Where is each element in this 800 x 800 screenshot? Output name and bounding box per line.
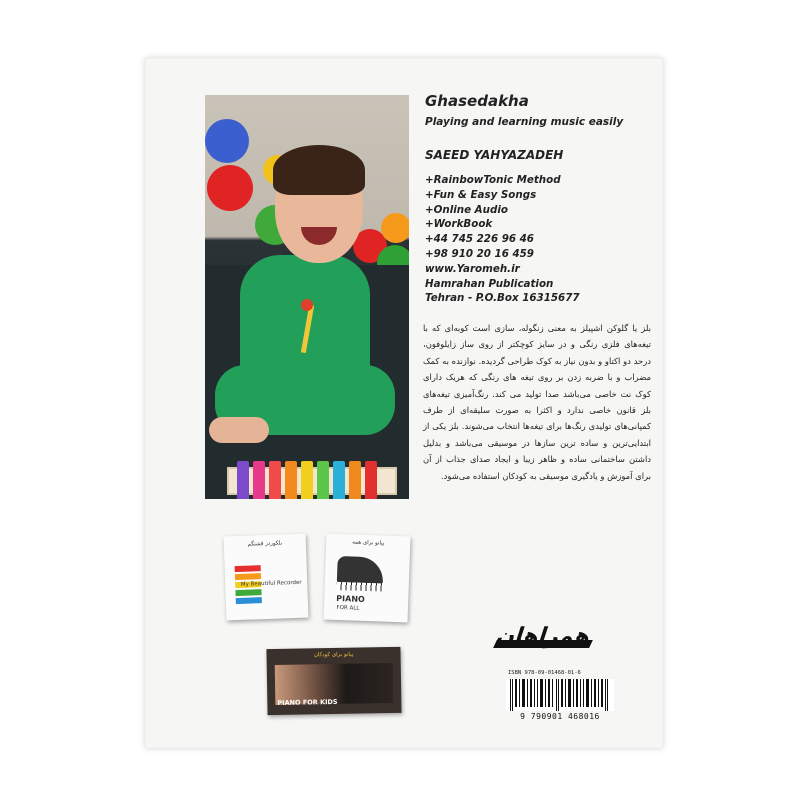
recorder-color-bars [235,565,263,616]
thumbnail-small-label: FOR ALL [336,604,360,612]
xylophone-bar [349,461,361,499]
thumbnail-piano-for-kids-book [266,647,401,715]
xylophone [227,467,397,495]
piano-icon [337,556,384,584]
book-subtitle: Playing and learning music easily [425,116,624,128]
barcode-icon [506,679,614,711]
xylophone-bar [285,461,297,499]
feature-item: +WorkBook [425,218,493,231]
publisher-address: Tehran - P.O.Box 16315677 [425,292,580,305]
thumbnail-subtitle: My Beautiful Recorder [240,579,302,588]
author-name: SAEED YAHYAZADEH [425,148,564,162]
xylophone-bar [365,461,377,499]
feature-list [425,173,580,306]
cover-photo [205,95,409,499]
xylophone-bar [269,461,281,499]
thumbnail-title: بلکوردر قشنگم [247,540,283,548]
thumbnail-big-label: PIANO [336,593,365,604]
xylophone-bar [237,461,249,499]
ball-blue [205,119,249,163]
xylophone-bar [253,461,265,499]
ball-orange [381,213,409,243]
thumbnail-title: پیانو برای همه [352,539,385,547]
ball-red [207,165,253,211]
child-foot [209,417,269,443]
xylophone-bar [333,461,345,499]
isbn-text: ISBN 978-09-01468-01-6 [508,670,581,676]
website: www.Yaromeh.ir [425,262,520,275]
thumbnail-title: پیانو برای کودکان [313,651,354,659]
phone-number: +44 745 226 96 46 [425,233,534,246]
thumbnail-big-label: PIANO FOR KIDS [277,697,338,707]
barcode-number: 9 790901 468016 [520,712,600,721]
xylophone-bar [317,461,329,499]
mallet-head [301,299,313,311]
publisher-name: Hamrahan Publication [425,277,554,290]
feature-item: +RainbowTonic Method [425,174,561,186]
piano-keys-icon [337,582,383,592]
thumbnail-recorder-book [224,534,309,621]
child-hair [273,145,365,195]
publisher-logo: همراهان [492,624,595,649]
thumbnail-piano-for-all-book [324,534,411,623]
xylophone-bar [301,461,313,499]
description-text: بلز یا گلوکن اشپیلز به معنی زنگوله، سازی است کوبه‌ای که با تیغه‌های فلزی رنگی و در سایز کوچکتر از روی ساز زایلوفون، درحد دو اکتاو و بدون نیاز به کوک طراحی گردیده. نوازنده به کمک مضراب و با ضربه زدن بر روی تیغه های رنگی که هریک دارای کوک نت خاصی می‌باشد صدا تولید می کند. رنگ‌آمیزی تیغه‌های بلز قانون خاصی ندارد و اکثرا به صورت سلیقه‌ای از طرف کمپانی‌های تولیدی رنگ‌ها برای تیغه‌ها انتخاب می‌شوند. بلز یکی از ابتدایی‌ترین و ساده ترین سازها در موسیقی می‌باشد و بدلیل داشتن ساختمانی ساده و ظاهر زیبا و ایجاد صدای جذاب از آن برای آموزش و یادگیری موسیقی به کودکان استفاده می‌شود. [423,323,651,481]
book-back-cover [145,58,663,748]
feature-item: +Online Audio [425,203,508,216]
book-title: Ghasedakha [425,92,529,110]
feature-item: +Fun & Easy Songs [425,188,537,201]
phone-number: +98 910 20 16 459 [425,247,534,260]
